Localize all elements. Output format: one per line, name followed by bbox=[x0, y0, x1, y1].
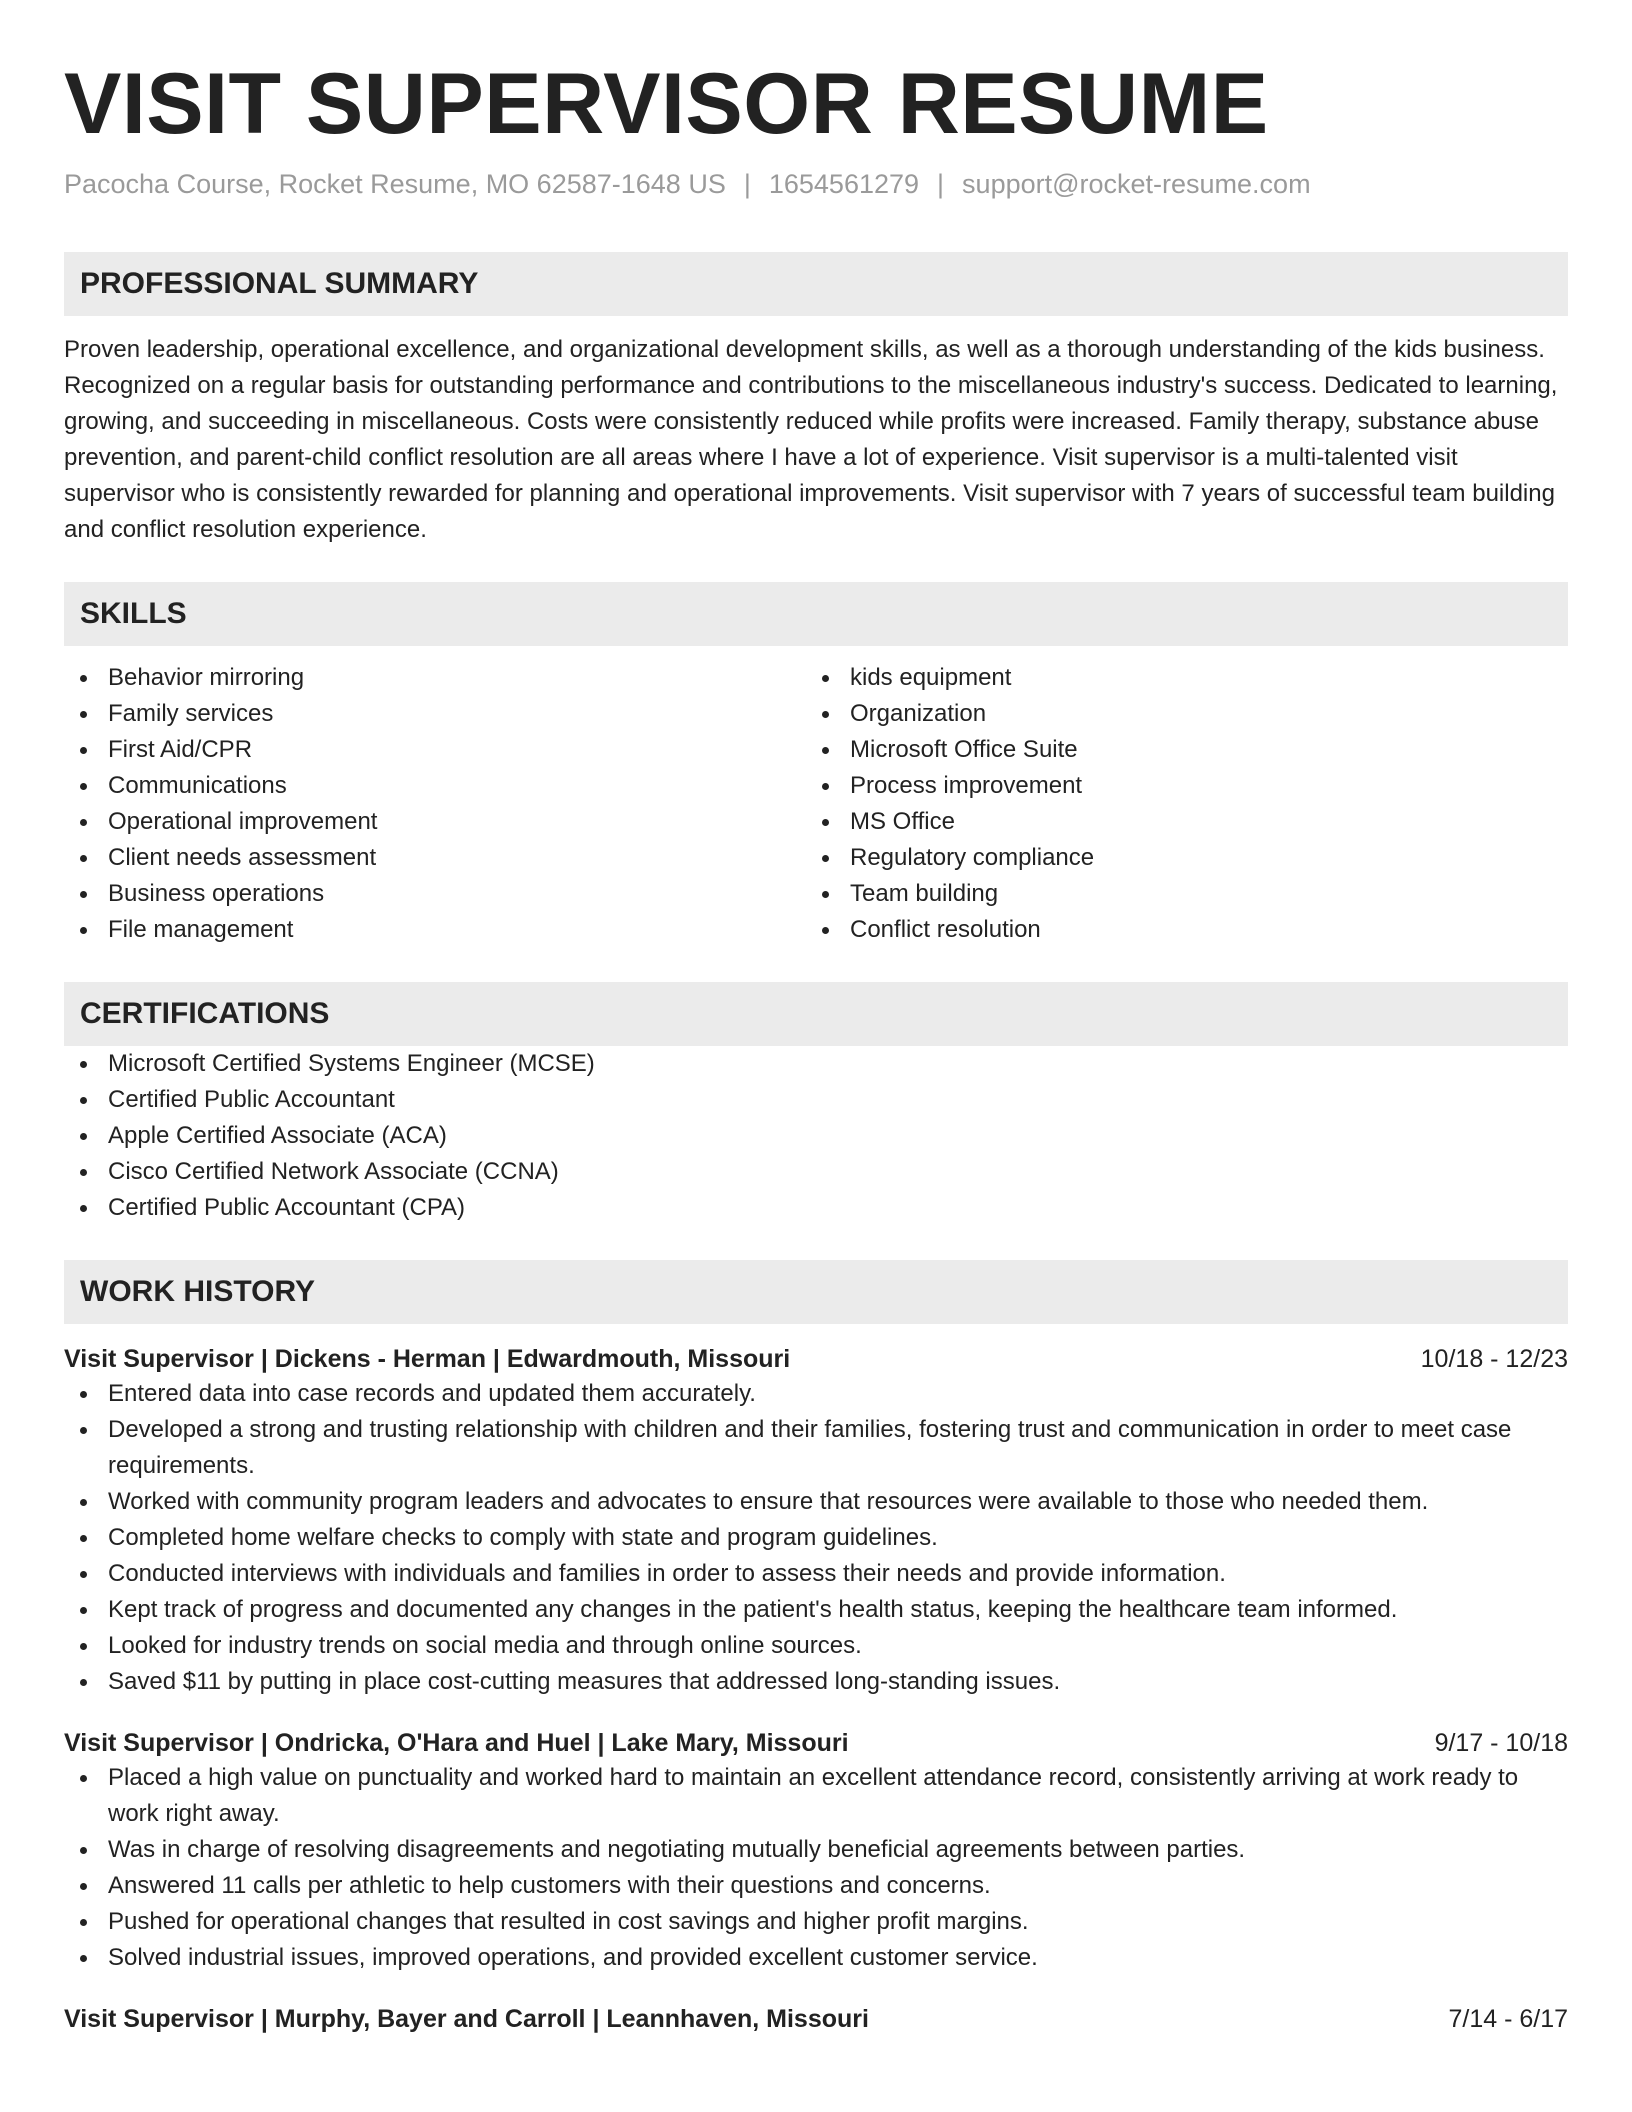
skill-item: Family services bbox=[64, 696, 806, 732]
skill-item: Behavior mirroring bbox=[64, 660, 806, 696]
skill-item: MS Office bbox=[806, 804, 1548, 840]
summary-text: Proven leadership, operational excellence, and organizational development skills, as well as a thorough understanding of the kids business. Recognized on a regular basis for outstanding performance and contributions to the miscellaneous industry's success. Dedicated to learning, growing, and succeeding in miscellaneous. Costs were consistently reduced while profits were increased. Family therapy, substance abuse prevention, and parent-child conflict resolution are all areas where I have a lot of experience. Visit supervisor is a multi-talented visit supervisor who is consistently rewarded for planning and operational improvements. Visit supervisor with 7 years of successful team building and conflict resolution experience. bbox=[64, 336, 1558, 543]
job-bullet: Looked for industry trends on social media and through online sources. bbox=[64, 1628, 1568, 1664]
job-header bbox=[64, 1342, 1568, 1376]
certification-item: Certified Public Accountant bbox=[64, 1082, 1568, 1118]
job-entry bbox=[64, 2002, 1568, 2036]
skill-item: First Aid/CPR bbox=[64, 732, 806, 768]
section-heading-certifications: CERTIFICATIONS bbox=[64, 982, 1568, 1046]
job-bullets bbox=[64, 1760, 1568, 1976]
job-bullet: Placed a high value on punctuality and worked hard to maintain an excellent attendance record, consistently arriving at work ready to work right away. bbox=[64, 1760, 1568, 1832]
certification-item: Microsoft Certified Systems Engineer (MCSE) bbox=[64, 1046, 1568, 1082]
certification-item: Apple Certified Associate (ACA) bbox=[64, 1118, 1568, 1154]
contact-phone: 1654561279 bbox=[768, 169, 920, 199]
job-bullet: Completed home welfare checks to comply with state and program guidelines. bbox=[64, 1520, 1568, 1556]
job-dates: 10/18 - 12/23 bbox=[1420, 1345, 1568, 1373]
job-bullet: Answered 11 calls per athletic to help customers with their questions and concerns. bbox=[64, 1868, 1568, 1904]
certification-item: Cisco Certified Network Associate (CCNA) bbox=[64, 1154, 1568, 1190]
skill-item: Microsoft Office Suite bbox=[806, 732, 1548, 768]
skills-list bbox=[64, 660, 1568, 948]
job-header bbox=[64, 1726, 1568, 1760]
section-heading-summary: PROFESSIONAL SUMMARY bbox=[64, 252, 1568, 316]
job-bullet: Was in charge of resolving disagreements and negotiating mutually beneficial agreements between parties. bbox=[64, 1832, 1568, 1868]
job-bullet: Developed a strong and trusting relationship with children and their families, fostering trust and communication in order to meet case requirements. bbox=[64, 1412, 1568, 1484]
job-entry bbox=[64, 1342, 1568, 1700]
skill-item: File management bbox=[64, 912, 806, 948]
section-heading-work-history: WORK HISTORY bbox=[64, 1260, 1568, 1324]
skills-column-left bbox=[64, 660, 806, 948]
job-entry bbox=[64, 1726, 1568, 1976]
job-bullet: Worked with community program leaders and advocates to ensure that resources were available to those who needed them. bbox=[64, 1484, 1568, 1520]
job-bullet: Conducted interviews with individuals and families in order to assess their needs and provide information. bbox=[64, 1556, 1568, 1592]
skill-item: Business operations bbox=[64, 876, 806, 912]
skill-item: Process improvement bbox=[806, 768, 1548, 804]
job-bullet: Saved $11 by putting in place cost-cutting measures that addressed long-standing issues. bbox=[64, 1664, 1568, 1700]
section-heading-skills: SKILLS bbox=[64, 582, 1568, 646]
job-title: Visit Supervisor | Dickens - Herman | Edwardmouth, Missouri bbox=[64, 1345, 791, 1373]
contact-separator: | bbox=[937, 169, 945, 199]
contact-separator: | bbox=[743, 169, 751, 199]
skill-item: Organization bbox=[806, 696, 1548, 732]
skill-item: Operational improvement bbox=[64, 804, 806, 840]
job-bullet: Pushed for operational changes that resulted in cost savings and higher profit margins. bbox=[64, 1904, 1568, 1940]
job-bullet: Entered data into case records and updated them accurately. bbox=[64, 1376, 1568, 1412]
contact-address: Pacocha Course, Rocket Resume, MO 62587-1648 US bbox=[64, 169, 726, 199]
certification-item: Certified Public Accountant (CPA) bbox=[64, 1190, 1568, 1226]
job-bullet: Solved industrial issues, improved operations, and provided excellent customer service. bbox=[64, 1940, 1568, 1976]
job-dates: 9/17 - 10/18 bbox=[1434, 1729, 1568, 1757]
job-dates: 7/14 - 6/17 bbox=[1448, 2005, 1568, 2033]
skill-item: Team building bbox=[806, 876, 1548, 912]
job-title: Visit Supervisor | Murphy, Bayer and Carroll | Leannhaven, Missouri bbox=[64, 2005, 869, 2033]
job-bullets bbox=[64, 1376, 1568, 1700]
job-title: Visit Supervisor | Ondricka, O'Hara and Huel | Lake Mary, Missouri bbox=[64, 1729, 849, 1757]
contact-email: support@rocket-resume.com bbox=[962, 169, 1311, 199]
skill-item: Regulatory compliance bbox=[806, 840, 1548, 876]
skill-item: Communications bbox=[64, 768, 806, 804]
resume-title: VISIT SUPERVISOR RESUME bbox=[64, 56, 1269, 152]
resume-page bbox=[64, 0, 1568, 2036]
job-bullet: Kept track of progress and documented any changes in the patient's health status, keeping the healthcare team informed. bbox=[64, 1592, 1568, 1628]
skill-item: Client needs assessment bbox=[64, 840, 806, 876]
skills-column-right bbox=[806, 660, 1548, 948]
skill-item: kids equipment bbox=[806, 660, 1548, 696]
job-header bbox=[64, 2002, 1568, 2036]
skill-item: Conflict resolution bbox=[806, 912, 1548, 948]
contact-line bbox=[64, 168, 1568, 200]
certifications-list bbox=[64, 1046, 1568, 1226]
